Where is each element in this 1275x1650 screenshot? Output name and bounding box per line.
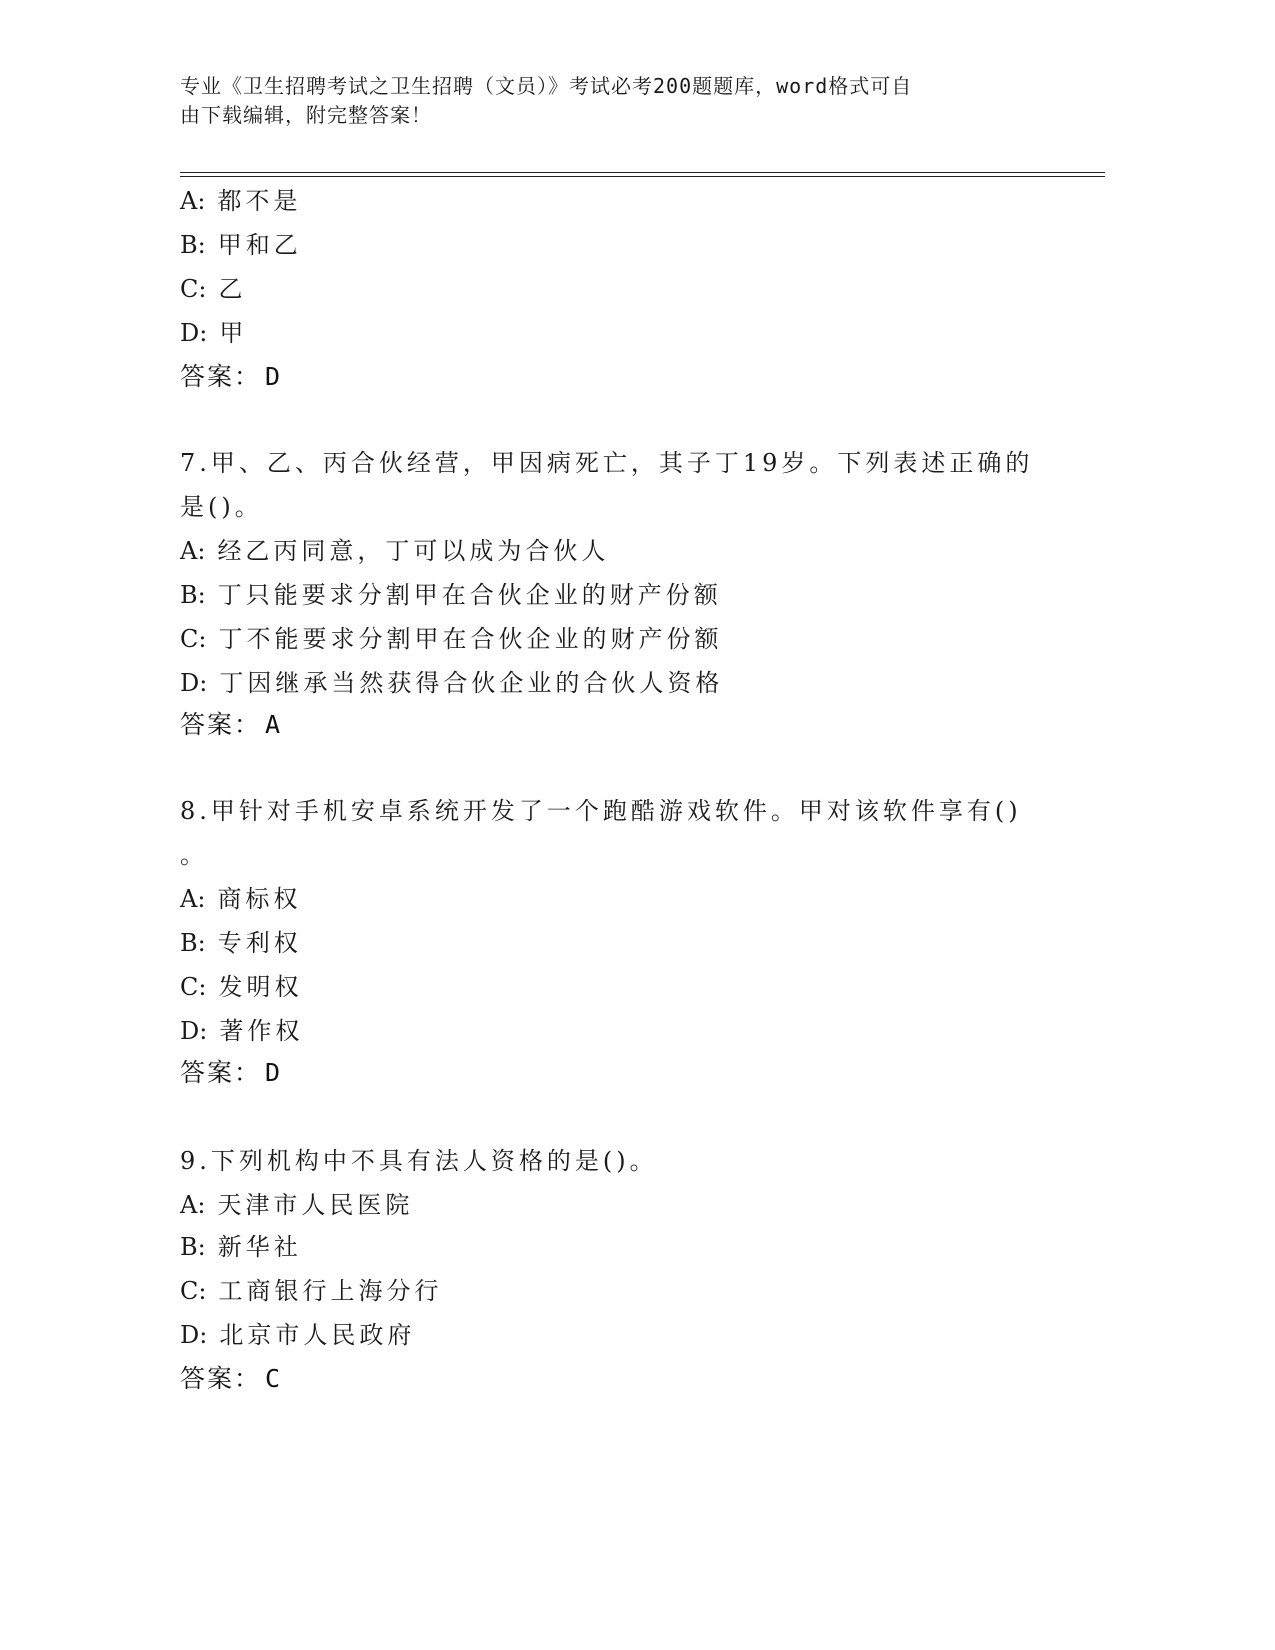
option-text: 商标权 [217, 885, 302, 913]
option-letter: D [180, 669, 200, 697]
answer-line [180, 1364, 280, 1394]
option-text: 丁因继承当然获得合伙企业的合伙人资格 [219, 669, 724, 697]
option-separator: : [199, 319, 208, 347]
option-letter: B [180, 581, 198, 609]
option-text: 著作权 [219, 1017, 304, 1045]
option-d [180, 318, 247, 348]
option-letter: B [180, 929, 198, 957]
header-line-2: 由下载编辑，附完整答案！ [180, 103, 432, 127]
option-a [180, 536, 609, 566]
option-separator: : [197, 885, 206, 913]
option-c [180, 972, 302, 1002]
option-letter: A [180, 187, 198, 215]
option-text: 专利权 [217, 929, 302, 957]
option-b [180, 230, 302, 260]
option-separator: : [198, 625, 207, 653]
answer-label: 答案： [180, 1364, 262, 1393]
option-text: 都不是 [217, 187, 302, 215]
option-c [180, 274, 246, 304]
option-text: 甲 [219, 319, 248, 347]
option-separator: : [198, 275, 207, 303]
option-letter: A [180, 1191, 198, 1219]
header-divider-top [180, 172, 1105, 173]
option-d [180, 1320, 415, 1350]
option-separator: : [197, 187, 206, 215]
option-a [180, 884, 301, 914]
question-stem-continued: 是()。 [180, 493, 263, 521]
option-letter: A [180, 537, 198, 565]
option-separator: : [197, 1191, 206, 1219]
option-letter: C [180, 973, 199, 1001]
answer-label: 答案： [180, 710, 262, 739]
option-c [180, 1276, 442, 1306]
option-letter: A [180, 885, 198, 913]
question-stem: 8.甲针对手机安卓系统开发了一个跑酷游戏软件。甲对该软件享有() [180, 797, 1022, 825]
option-separator: : [197, 1233, 206, 1261]
option-text: 天津市人民医院 [217, 1191, 414, 1219]
option-separator: : [197, 581, 206, 609]
option-text: 甲和乙 [217, 231, 302, 259]
option-text: 北京市人民政府 [219, 1321, 416, 1349]
answer-value: D [265, 1058, 281, 1087]
header-line-1: 专业《卫生招聘考试之卫生招聘（文员）》考试必考200题题库，word格式可自 [180, 74, 913, 98]
option-b [180, 928, 302, 958]
document-header [180, 72, 1040, 130]
question-stem: 9.下列机构中不具有法人资格的是()。 [180, 1147, 658, 1175]
answer-line [180, 362, 280, 392]
option-letter: B [180, 1233, 198, 1261]
option-b [180, 580, 722, 610]
answer-label: 答案： [180, 362, 262, 391]
option-separator: : [198, 1277, 207, 1305]
option-text: 丁不能要求分割甲在合伙企业的财产份额 [218, 625, 723, 653]
question-stem-continued: 。 [180, 841, 208, 869]
option-c [180, 624, 722, 654]
option-letter: D [180, 319, 200, 347]
option-text: 乙 [218, 275, 247, 303]
answer-value: D [265, 362, 281, 391]
answer-line [180, 1058, 280, 1088]
option-a [180, 1190, 413, 1220]
option-a [180, 186, 301, 216]
option-letter: C [180, 275, 199, 303]
option-separator: : [199, 1321, 208, 1349]
option-separator: : [197, 929, 206, 957]
option-text: 工商银行上海分行 [218, 1277, 443, 1305]
option-separator: : [199, 669, 208, 697]
option-text: 新华社 [217, 1233, 302, 1261]
option-text: 丁只能要求分割甲在合伙企业的财产份额 [217, 581, 722, 609]
option-b [180, 1232, 302, 1262]
answer-label: 答案： [180, 1058, 262, 1087]
option-letter: B [180, 231, 198, 259]
answer-line [180, 710, 280, 740]
option-d [180, 668, 723, 698]
answer-value: A [265, 710, 281, 739]
option-separator: : [197, 231, 206, 259]
option-d [180, 1016, 303, 1046]
answer-value: C [265, 1364, 281, 1393]
option-text: 经乙丙同意，丁可以成为合伙人 [217, 537, 610, 565]
option-letter: C [180, 625, 199, 653]
option-letter: D [180, 1321, 200, 1349]
option-separator: : [199, 1017, 208, 1045]
option-separator: : [198, 973, 207, 1001]
question-stem: 7.甲、乙、丙合伙经营，甲因病死亡，其子丁19岁。下列表述正确的 [180, 449, 1034, 477]
header-divider-bottom [180, 176, 1105, 177]
option-letter: D [180, 1017, 200, 1045]
option-text: 发明权 [218, 973, 303, 1001]
option-letter: C [180, 1277, 199, 1305]
option-separator: : [197, 537, 206, 565]
